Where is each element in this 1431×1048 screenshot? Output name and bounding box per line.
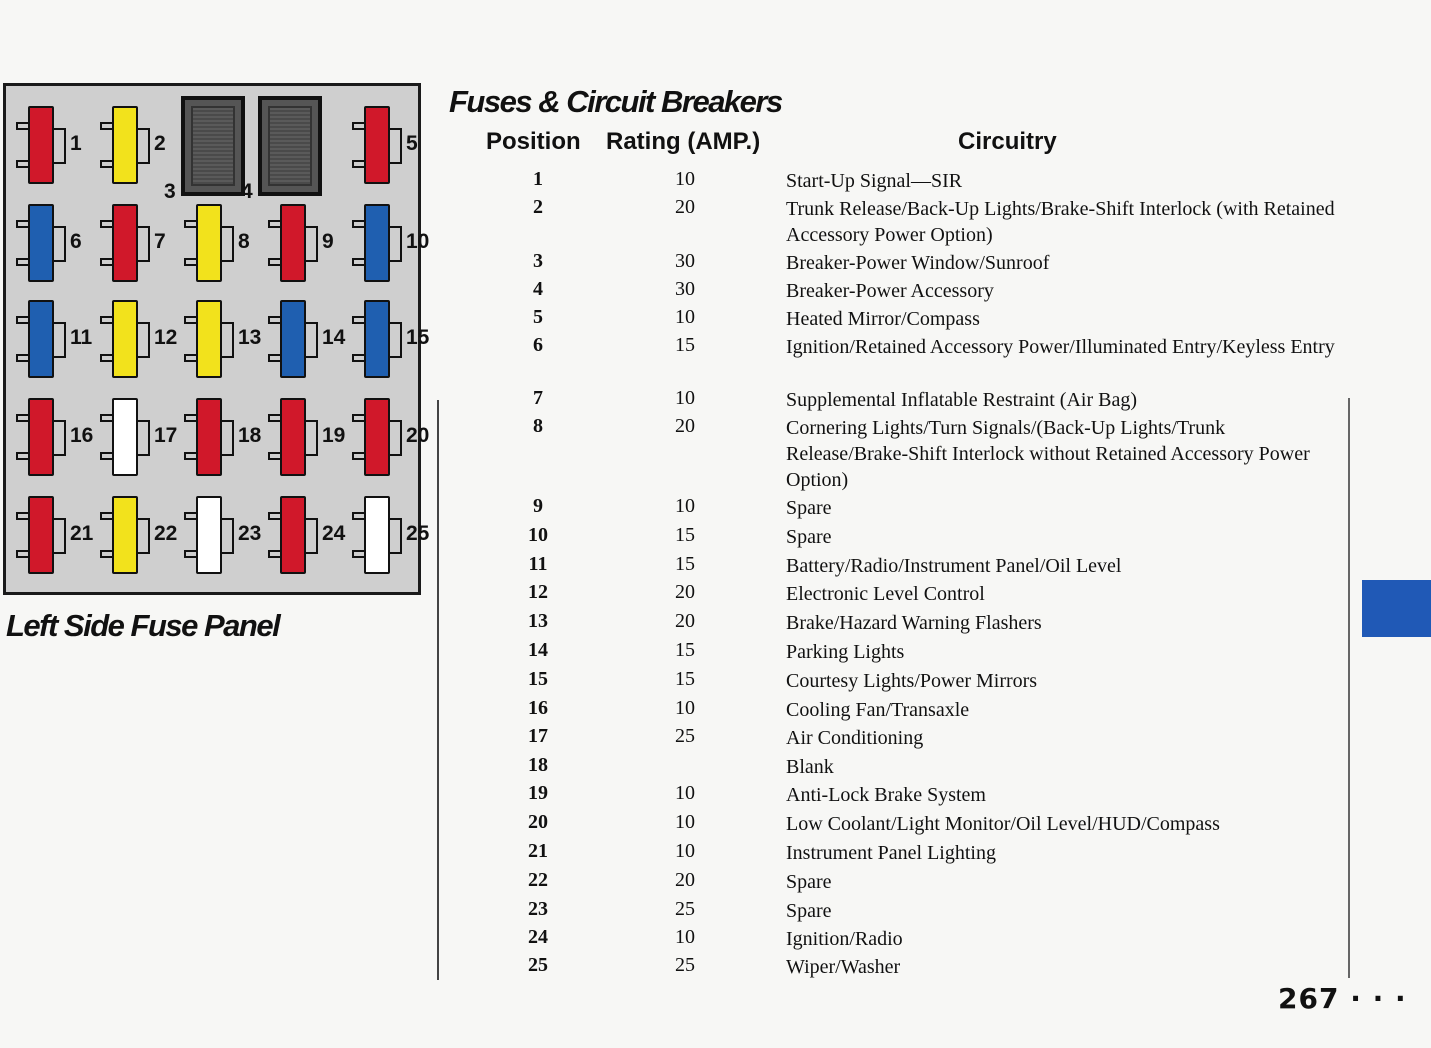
fuse-label: 13 [238,326,262,349]
fuse-20 [364,398,390,476]
fuse-terminal [388,518,402,554]
fuse-21 [28,496,54,574]
position-cell: 1 [533,168,543,190]
fuse-label: 16 [70,424,94,447]
rating-cell: 15 [675,668,695,690]
rating-cell: 10 [675,782,695,804]
fuse-label: 11 [70,326,93,349]
fuse-14 [280,300,306,378]
position-cell: 20 [528,811,548,833]
position-cell: 19 [528,782,548,804]
circuitry-cell: Instrument Panel Lighting [786,842,996,864]
position-cell: 3 [533,250,543,272]
fuse-label: 17 [154,424,178,447]
circuitry-cell: Blank [786,756,834,778]
fuse-terminal [220,322,234,358]
rating-cell: 30 [675,250,695,272]
rating-cell: 10 [675,926,695,948]
circuitry-cell: Supplemental Inflatable Restraint (Air Bag) [786,389,1138,411]
fuse-terminal [136,226,150,262]
circuitry-cell: Low Coolant/Light Monitor/Oil Level/HUD/Compass [786,813,1220,835]
position-cell: 10 [528,524,548,546]
fuse-terminal [304,420,318,456]
fuse-label: 2 [154,132,166,155]
circuitry-cell: Cooling Fan/Transaxle [786,699,970,721]
circuitry-cell: Wiper/Washer [786,956,901,978]
fuse-terminal [136,322,150,358]
position-cell: 2 [533,196,543,218]
position-cell: 13 [528,610,548,632]
fuse-label: 10 [406,230,430,253]
fuse-panel-diagram [3,83,430,595]
circuit-breaker-4 [258,96,322,196]
fuse-17 [112,398,138,476]
circuitry-cell: Spare [786,900,832,922]
fuse-label: 14 [322,326,346,349]
circuitry-cell: Cornering Lights/Turn Signals/(Back-Up Lights/Trunk Release/Brake-Shift Interlock without Retained Accessory Power Option) [786,417,1310,491]
divider-line [1348,398,1350,978]
fuse-8 [196,204,222,282]
fuse-terminal [136,420,150,456]
rating-cell: 10 [675,387,695,409]
fuse-label: 12 [154,326,178,349]
fuse-terminal [304,518,318,554]
circuitry-cell: Spare [786,871,832,893]
fuse-9 [280,204,306,282]
fuse-label: 19 [322,424,346,447]
circuitry-cell: Spare [786,497,832,519]
position-cell: 16 [528,697,548,719]
rating-cell: 25 [675,898,695,920]
fuse-terminal [388,420,402,456]
fuse-terminal [388,322,402,358]
page-title: Fuses & Circuit Breakers [449,84,782,119]
fuse-label: 15 [406,326,430,349]
rating-cell: 25 [675,725,695,747]
position-cell: 8 [533,415,543,437]
fuse-25 [364,496,390,574]
fuse-label: 9 [322,230,334,253]
position-cell: 22 [528,869,548,891]
position-cell: 25 [528,954,548,976]
page-number: 267 · · · [1278,982,1407,1015]
section-tab [1362,580,1431,637]
circuitry-cell: Brake/Hazard Warning Flashers [786,612,1042,634]
fuse-11 [28,300,54,378]
fuse-label: 18 [238,424,262,447]
position-cell: 9 [533,495,543,517]
circuitry-cell: Ignition/Radio [786,928,903,950]
fuse-terminal [52,420,66,456]
rating-cell: 30 [675,278,695,300]
fuse-label: 24 [322,522,346,545]
position-cell: 7 [533,387,543,409]
fuse-22 [112,496,138,574]
fuse-terminal [136,128,150,164]
position-cell: 24 [528,926,548,948]
rating-cell: 10 [675,811,695,833]
circuitry-cell: Breaker-Power Accessory [786,280,994,302]
panel-caption: Left Side Fuse Panel [6,608,280,643]
circuitry-cell: Spare [786,526,832,548]
fuse-terminal [52,322,66,358]
fuse-15 [364,300,390,378]
position-cell: 18 [528,754,548,776]
fuse-terminal [388,128,402,164]
fuse-terminal [52,226,66,262]
fuse-7 [112,204,138,282]
circuitry-cell: Trunk Release/Back-Up Lights/Brake-Shift Interlock (with Retained Accessory Power Option) [786,198,1335,246]
circuitry-cell: Courtesy Lights/Power Mirrors [786,670,1038,692]
fuse-label: 22 [154,522,178,545]
fuse-1 [28,106,54,184]
rating-cell: 20 [675,581,695,603]
rating-cell: 20 [675,610,695,632]
fuse-5 [364,106,390,184]
fuse-label: 25 [406,522,430,545]
circuitry-cell: Ignition/Retained Accessory Power/Illuminated Entry/Keyless Entry [786,336,1335,358]
rating-cell: 20 [675,869,695,891]
position-cell: 14 [528,639,548,661]
fuse-label: 5 [406,132,418,155]
fuse-label: 23 [238,522,262,545]
fuse-terminal [304,322,318,358]
rating-cell: 15 [675,334,695,356]
position-cell: 12 [528,581,548,603]
fuse-label: 21 [70,522,94,545]
column-header-rating: Rating (AMP.) [606,128,761,155]
circuitry-cell: Electronic Level Control [786,583,985,605]
fuse-12 [112,300,138,378]
breaker-label: 4 [241,180,253,203]
rating-cell: 25 [675,954,695,976]
fuse-terminal [52,128,66,164]
position-cell: 11 [528,553,548,575]
fuse-terminal [220,518,234,554]
position-cell: 4 [533,278,543,300]
fuse-label: 8 [238,230,250,253]
divider-line [437,400,439,980]
fuse-terminal [220,420,234,456]
fuse-24 [280,496,306,574]
circuitry-cell: Parking Lights [786,641,905,663]
rating-cell: 20 [675,415,695,437]
column-header-position: Position [486,128,581,155]
rating-cell: 10 [675,495,695,517]
rating-cell: 10 [675,697,695,719]
fuse-16 [28,398,54,476]
rating-cell: 15 [675,553,695,575]
fuse-label: 20 [406,424,430,447]
fuse-terminal [52,518,66,554]
position-cell: 6 [533,334,543,356]
circuit-breaker-3 [181,96,245,196]
rating-cell: 10 [675,306,695,328]
fuse-2 [112,106,138,184]
rating-cell: 15 [675,639,695,661]
fuse-label: 1 [70,132,82,155]
fuse-terminal [304,226,318,262]
fuse-13 [196,300,222,378]
rating-cell: 10 [675,840,695,862]
position-cell: 23 [528,898,548,920]
position-cell: 5 [533,306,543,328]
fuse-23 [196,496,222,574]
position-cell: 15 [528,668,548,690]
fuse-terminal [220,226,234,262]
fuse-10 [364,204,390,282]
fuse-label: 6 [70,230,82,253]
circuitry-cell: Heated Mirror/Compass [786,308,980,330]
circuitry-cell: Battery/Radio/Instrument Panel/Oil Level [786,555,1122,577]
rating-cell: 10 [675,168,695,190]
circuitry-cell: Breaker-Power Window/Sunroof [786,252,1050,274]
circuitry-cell: Start-Up Signal—SIR [786,170,963,192]
rating-cell: 15 [675,524,695,546]
column-header-circuitry: Circuitry [958,128,1057,155]
fuse-label: 7 [154,230,166,253]
fuse-terminal [388,226,402,262]
fuse-6 [28,204,54,282]
fuse-terminal [136,518,150,554]
position-cell: 17 [528,725,548,747]
circuitry-cell: Anti-Lock Brake System [786,784,986,806]
rating-cell: 20 [675,196,695,218]
fuse-18 [196,398,222,476]
circuitry-cell: Air Conditioning [786,727,924,749]
fuse-19 [280,398,306,476]
breaker-label: 3 [164,180,176,203]
position-cell: 21 [528,840,548,862]
